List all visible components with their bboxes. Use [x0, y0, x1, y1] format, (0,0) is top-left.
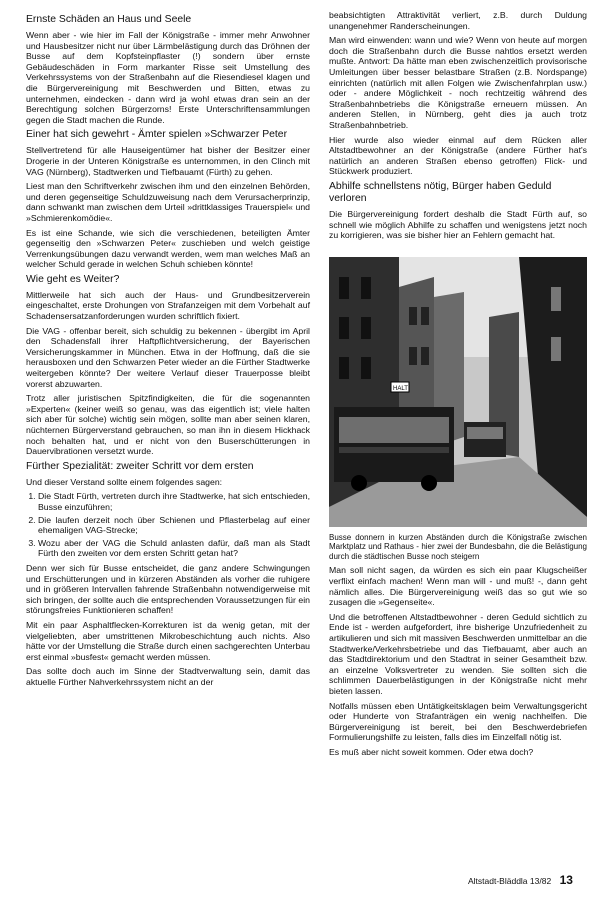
paragraph: Und die betroffenen Altstadtbewohner - deren Geduld sichtlich zu Ende ist - werden aufgefordert, ihre bisherige Unzufriedenheit zu artikulieren und sich mit massiven Beschwerden unmittelbar an die Stadtwerke/Verkehrsbetriebe und das Tiefbauamt, aber auch an das Stadtdirektorium und den Stadtrat in seiner Gesamtheit bzw. an einzelne Volksvertreter zu wenden. Sie sollten sich die schlimmen Dauerbelästigungen in der Königstraße nicht mehr bieten lassen.	[329, 611, 587, 696]
issue-number: 13/82	[529, 876, 552, 886]
paragraph: Die VAG - offenbar bereit, sich schuldig zu bekennen - übergibt im April den Schadensfall ihrer Haftpflichtversicherung, der Bayerischen Versicherungskammer in München. Etwa in der Hoffnung, daß die sie herausboxen und den Schwarzen Peter wieder an die Fürther Stadtwerke weitergeben könnte? Der weitere Verlauf dieser Trauerposse bleibt vorerst abzuwarten.	[26, 325, 310, 389]
heading-ernste-schaeden: Ernste Schäden an Haus und Seele	[26, 14, 192, 25]
heading-schwarzer-peter: Einer hat sich gewehrt - Ämter spielen »Schwarzer Peter	[26, 129, 288, 141]
page-footer	[468, 873, 573, 887]
paragraph: Hier wurde also wieder einmal auf dem Rücken aller Altstadtbewohner an der Königstraße (andere Fürther hat's natürlich an anderen Straßen ebenso getroffen) Flick- und Stückwerk produziert.	[329, 134, 587, 177]
paragraph: Und dieser Verstand sollte einem folgendes sagen:	[26, 476, 223, 487]
paragraph: Mittlerweile hat sich auch der Haus- und Grundbesitzerverein eingeschaltet, erste Drohungen von Strafanzeigen mit dem Vorbehalt auf Schadensersatzanforderungen wurden schriftlich fixiert.	[26, 289, 310, 322]
list-item: 2. Die laufen derzeit noch über Schienen und Pflasterbelag auf einer ehemaligen VAG-Strecke;	[38, 515, 310, 536]
paragraph: Notfalls müssen eben Untätigkeitsklagen beim Verwaltungsgericht oder Hunderte von Strafanträgen ein wenig nachhelfen. Die Bürgervereinigung ist bereit, bei den Beschwerdebriefen Formulierungshilfe zu leisten, falls dies im Einzelfall nötig ist.	[329, 700, 587, 743]
paragraph: Stellvertretend für alle Hauseigentümer hat bisher der Besitzer einer Drogerie in der Unteren Königstraße es unternommen, in den Clinch mit VAG (Nürnberg), Stadtwerken und Tiefbauamt (Fürth) zu gehen.	[26, 145, 310, 177]
left-column	[26, 10, 310, 691]
halt-sign-text: HALT	[393, 385, 408, 392]
heading-wie-geht-es-weiter: Wie geht es Weiter?	[26, 273, 120, 285]
heading-abhilfe: Abhilfe schnellstens nötig, Bürger haben Geduld verloren	[329, 180, 552, 204]
paragraph: Wenn aber - wie hier im Fall der Königstraße - immer mehr Anwohner und Hausbesitzer nicht nur über Lärmbelästigung durch das Dröhnen der Busse auf dem Kopfsteinpflaster (!) sondern über ernste Gebäudeschäden in Form markanter Risse seit Umstellung des Verkehrssystems von der Straßenbahn auf die Riesendiesel klagen und die Bürgervereinigung mit Beschwerden und Bitten, etwas zu unternehmen, eindecken - dann wird ja wohl etwas dran sein an der Berechtigung solchen Bürgerzorns! Erste Unterschriftensammlungen gegen die Stadt machen die Runde.	[26, 30, 310, 125]
list-item: 3. Wozu aber der VAG die Schuld anlasten dafür, daß man als Stadt Fürth den zweiten vor dem ersten Schritt getan hat?	[38, 538, 310, 559]
paragraph: Man soll nicht sagen, da würden es sich ein paar Klugscheißer verflixt einfach machen! Wenn man will - und muß! -, dann geht nämlich alles. Die Bürgervereinigung weiß das so gut wie so zusagen die »Gegenseite«.	[329, 565, 587, 608]
right-column	[329, 10, 587, 762]
publication-name: Altstadt-Bläddla	[468, 876, 528, 886]
paragraph: Es ist eine Schande, wie sich die verschiedenen, beteiligten Ämter gegenseitig den »Schwarzen Peter« zuschieben und welch geistige Verrenkungsübungen dazu verwandt werden, wem man welches Maß an welcher Schuld gerade in welchen Schuh schieben könnte!	[26, 227, 310, 270]
paragraph: beabsichtigten Attraktivität verliert, z.B. durch Duldung unangenehmer Randerscheinungen.	[329, 10, 587, 31]
photo-caption: Busse donnern in kurzen Abständen durch die Königstraße zwischen Marktplatz und Rathaus - hier zwei der Bundesbahn, die die Belästigung durch die städtischen Busse noch steigern	[329, 532, 587, 561]
street-photo	[329, 257, 587, 527]
paragraph: Es muß aber nicht soweit kommen. Oder etwa doch?	[329, 746, 534, 757]
list-item: 1. Die Stadt Fürth, vertreten durch ihre Stadtwerke, hat sich entschieden, Busse einzuführen;	[38, 491, 310, 512]
paragraph: Trotz aller juristischen Spitzfindigkeiten, die für die sogenannten »Experten« (keiner weiß so genau, was das eigentlich ist; viele halten sich aber für solche) wichtig sein mögen, sollte man aber seinen klaren, nüchternen Bürgerverstand gebrauchen, so man ihn in diesem Hickhack noch behalten hat, und er nicht von den Buserschütterungen in Dauervibrationen versetzt wurde.	[26, 393, 310, 457]
paragraph: Denn wer sich für Busse entscheidet, die ganz andere Schwingungen und Erschütterungen und in kürzeren Abständen als vorher die ruhigere und in größeren Intervallen fahrende Straßenbahn notwendigerweise mit sich bringen, der sollte auch die entsprechenden Voraussetzungen für ein störungsfreies Funktionieren schaffen!	[26, 562, 310, 616]
street-scene-illustration	[329, 257, 587, 527]
paragraph: Man wird einwenden: wann und wie? Wenn von heute auf morgen doch die Straßenbahn durch die Busse nahtlos ersetzt werden mußte. Antwort: Da hätte man eben zwischenzeitlich provisorische Umleitungen über besser belastbare Straßen (z.B. Nordspange) einrichten (natürlich mit allen Folgen wie Zwischenfahrplan usw.) oder - andere Möglichkeit - noch rechtzeitig während des Straßenbahnbetriebs die Königstraße erneuern müssen. An anderen Stellen, in Nürnberg, geht dies ja auch trotz Straßenbahnbetrieb.	[329, 35, 587, 130]
paragraph: Mit ein paar Asphaltflecken-Korrekturen ist da wenig getan, mit der vielgeliebten, aber umstrittenen Mikrobeschichtung auch nichts. Also hätte vor der Umstellung die Straße durch einen sachgerechten Unterbau erst einmal »busfest« gemacht werden müssen.	[26, 619, 310, 662]
page-number: 13	[559, 873, 573, 887]
paragraph: Liest man den Schriftverkehr zwischen ihm und den einzelnen Behörden, und deren gegenseitige Schuldzuweisung nach dem Verursacherprinzip, dann schwankt man zwischen dem Urteil »drittklassiges Trauerspiel« und »Schmierenkomödie«.	[26, 181, 310, 223]
heading-fuerther-spezialitaet: Fürther Spezialität: zweiter Schritt vor dem ersten	[26, 460, 254, 472]
numbered-list	[26, 491, 310, 559]
paragraph: Das sollte doch auch im Sinne der Stadtverwaltung sein, damit das aktuelle Fürther Nahverkehrssystem nicht an der	[26, 666, 310, 687]
paragraph: Die Bürgervereinigung fordert deshalb die Stadt Fürth auf, so schnell wie möglich Abhilfe zu schaffen und wenigstens jetzt noch zu korrigieren, was sie bisher hier an Fehlern gemacht hat.	[329, 208, 587, 241]
